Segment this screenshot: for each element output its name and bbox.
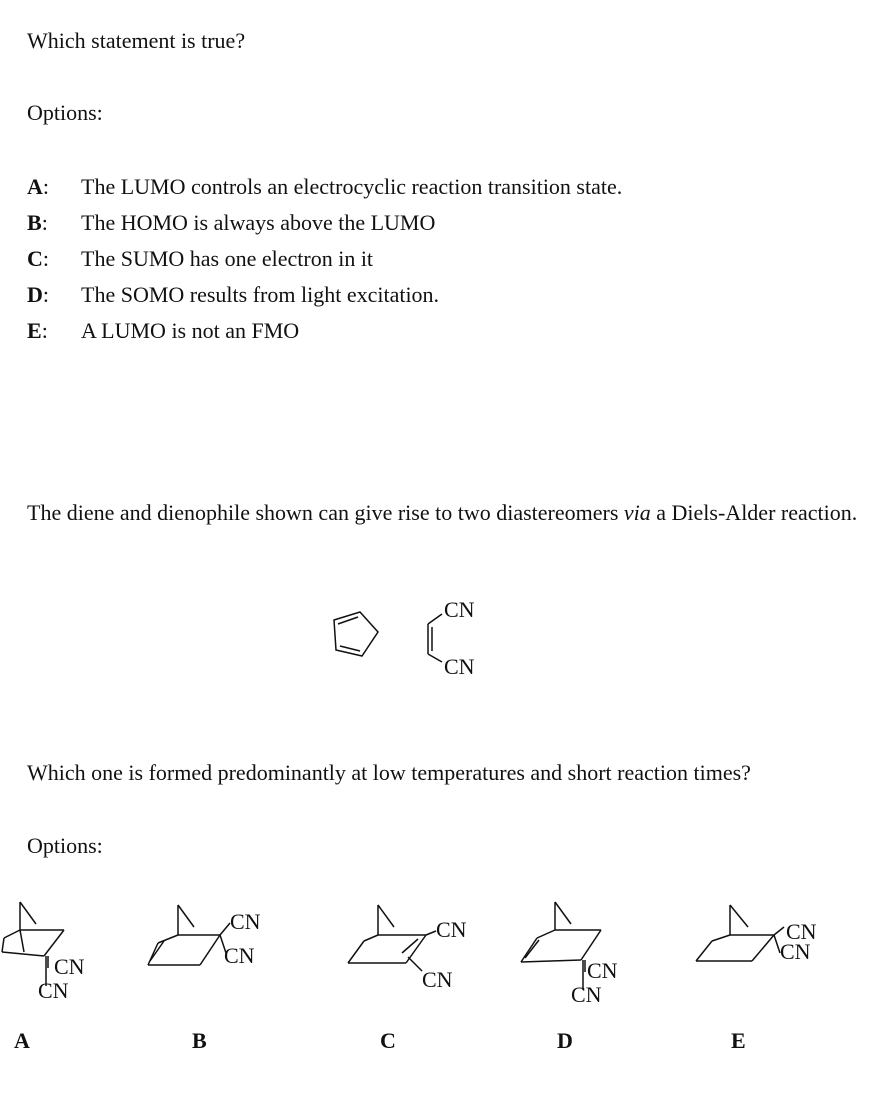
- cn2: CN: [38, 978, 69, 1003]
- option-text: The SUMO has one electron in it: [81, 246, 374, 271]
- cn-label-top: CN: [444, 597, 475, 622]
- structure-label-e: E: [731, 1028, 746, 1053]
- structure-label-b: B: [192, 1028, 207, 1053]
- cn2: CN: [780, 939, 811, 964]
- cn1: CN: [786, 919, 817, 944]
- option-a[interactable]: [27, 170, 622, 204]
- option-d[interactable]: [27, 278, 439, 312]
- options-heading-1: Options:: [27, 100, 103, 125]
- structure-e[interactable]: [690, 895, 840, 985]
- option-letter: D:: [27, 282, 50, 307]
- option-text: The SOMO results from light excitation.: [81, 282, 440, 307]
- cn1: CN: [54, 954, 85, 979]
- option-b[interactable]: [27, 206, 435, 240]
- structure-c[interactable]: [340, 895, 490, 995]
- option-letter: A:: [27, 174, 50, 199]
- reactants-diagram: [320, 590, 500, 690]
- cn1: CN: [587, 958, 618, 983]
- cn2: CN: [224, 943, 255, 968]
- structure-label-c: C: [380, 1028, 396, 1053]
- structure-d[interactable]: [515, 890, 645, 1010]
- structure-label-a: A: [14, 1028, 30, 1053]
- option-c[interactable]: [27, 242, 373, 276]
- option-e[interactable]: [27, 314, 299, 348]
- option-text: The HOMO is always above the LUMO: [81, 210, 436, 235]
- option-text: The LUMO controls an electrocyclic reaction transition state.: [81, 174, 623, 199]
- option-letter: C:: [27, 246, 50, 271]
- cyclopentadiene-icon: [334, 612, 378, 656]
- option-letter: B:: [27, 210, 48, 235]
- structure-label-d: D: [557, 1028, 573, 1053]
- question-3-text: Which one is formed predominantly at low temperatures and short reaction times?: [27, 760, 751, 785]
- options-heading-2: Options:: [27, 833, 103, 858]
- fumaronitrile-icon: [428, 614, 442, 662]
- question-1-text: Which statement is true?: [27, 28, 246, 53]
- norbornene-e-icon: [696, 905, 784, 961]
- question-2-text: The diene and dienophile shown can give rise to two diastereomers via a Diels-Alder reaction.: [27, 500, 858, 525]
- cn2: CN: [571, 982, 602, 1007]
- structure-b[interactable]: [140, 895, 290, 985]
- option-letter: E:: [27, 318, 48, 343]
- norbornene-b-icon: [148, 905, 230, 965]
- norbornene-c-icon: [348, 905, 436, 971]
- cn-label-bottom: CN: [444, 654, 475, 679]
- cn1: CN: [436, 917, 467, 942]
- cn1: CN: [230, 909, 261, 934]
- structure-a[interactable]: [0, 890, 120, 1010]
- cn2: CN: [422, 967, 453, 992]
- option-text: A LUMO is not an FMO: [81, 318, 300, 343]
